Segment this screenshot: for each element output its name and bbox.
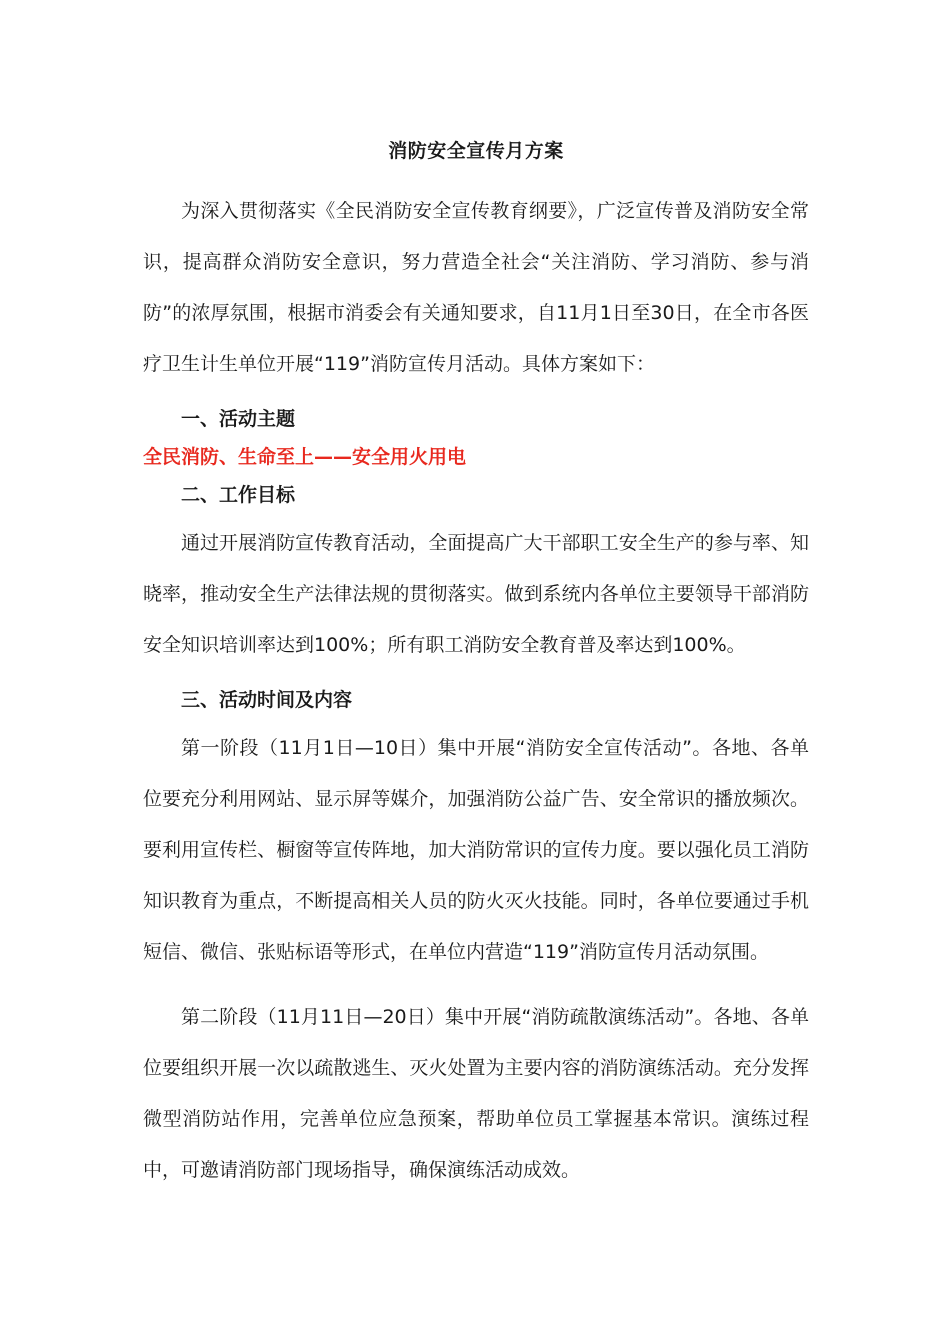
paragraph-spacer [143, 978, 809, 992]
intro-paragraph: 为深入贯彻落实《全民消防安全宣传教育纲要》，广泛宣传普及消防安全常识，提高群众消防安全意识，努力营造全社会“关注消防、学习消防、参与消防”的浓厚氛围，根据市消委会有关通知要求，自11月1日至30日，在全市各医疗卫生计生单位开展“119”消防宣传月活动。具体方案如下： [143, 200, 809, 375]
goals-paragraph: 通过开展消防宣传教育活动，全面提高广大干部职工安全生产的参与率、知晓率，推动安全生产法律法规的贯彻落实。做到系统内各单位主要领导干部消防安全知识培训率达到100%；所有职工消防安全教育普及率达到100%。 [143, 532, 809, 656]
document-body [143, 136, 809, 1196]
stage-one-paragraph: 第一阶段（11月1日—10日）集中开展“消防安全宣传活动”。各地、各单位要充分利用网站、显示屏等媒介，加强消防公益广告、安全常识的播放频次。要利用宣传栏、橱窗等宣传阵地，加大消防常识的宣传力度。要以强化员工消防知识教育为重点，不断提高相关人员的防火灭火技能。同时，各单位要通过手机短信、微信、张贴标语等形式，在单位内营造“119”消防宣传月活动氛围。 [143, 737, 809, 963]
section-heading-theme: 一、活动主题 [181, 408, 296, 430]
section-heading-schedule: 三、活动时间及内容 [181, 689, 353, 711]
activity-theme: 全民消防、生命至上——安全用火用电 [143, 446, 467, 468]
document-title: 消防安全宣传月方案 [388, 140, 564, 162]
section-heading-goals: 二、工作目标 [181, 484, 296, 506]
stage-two-paragraph: 第二阶段（11月11日—20日）集中开展“消防疏散演练活动”。各地、各单位要组织开展一次以疏散逃生、灭火处置为主要内容的消防演练活动。充分发挥微型消防站作用，完善单位应急预案，帮助单位员工掌握基本常识。演练过程中，可邀请消防部门现场指导，确保演练活动成效。 [143, 1006, 809, 1181]
